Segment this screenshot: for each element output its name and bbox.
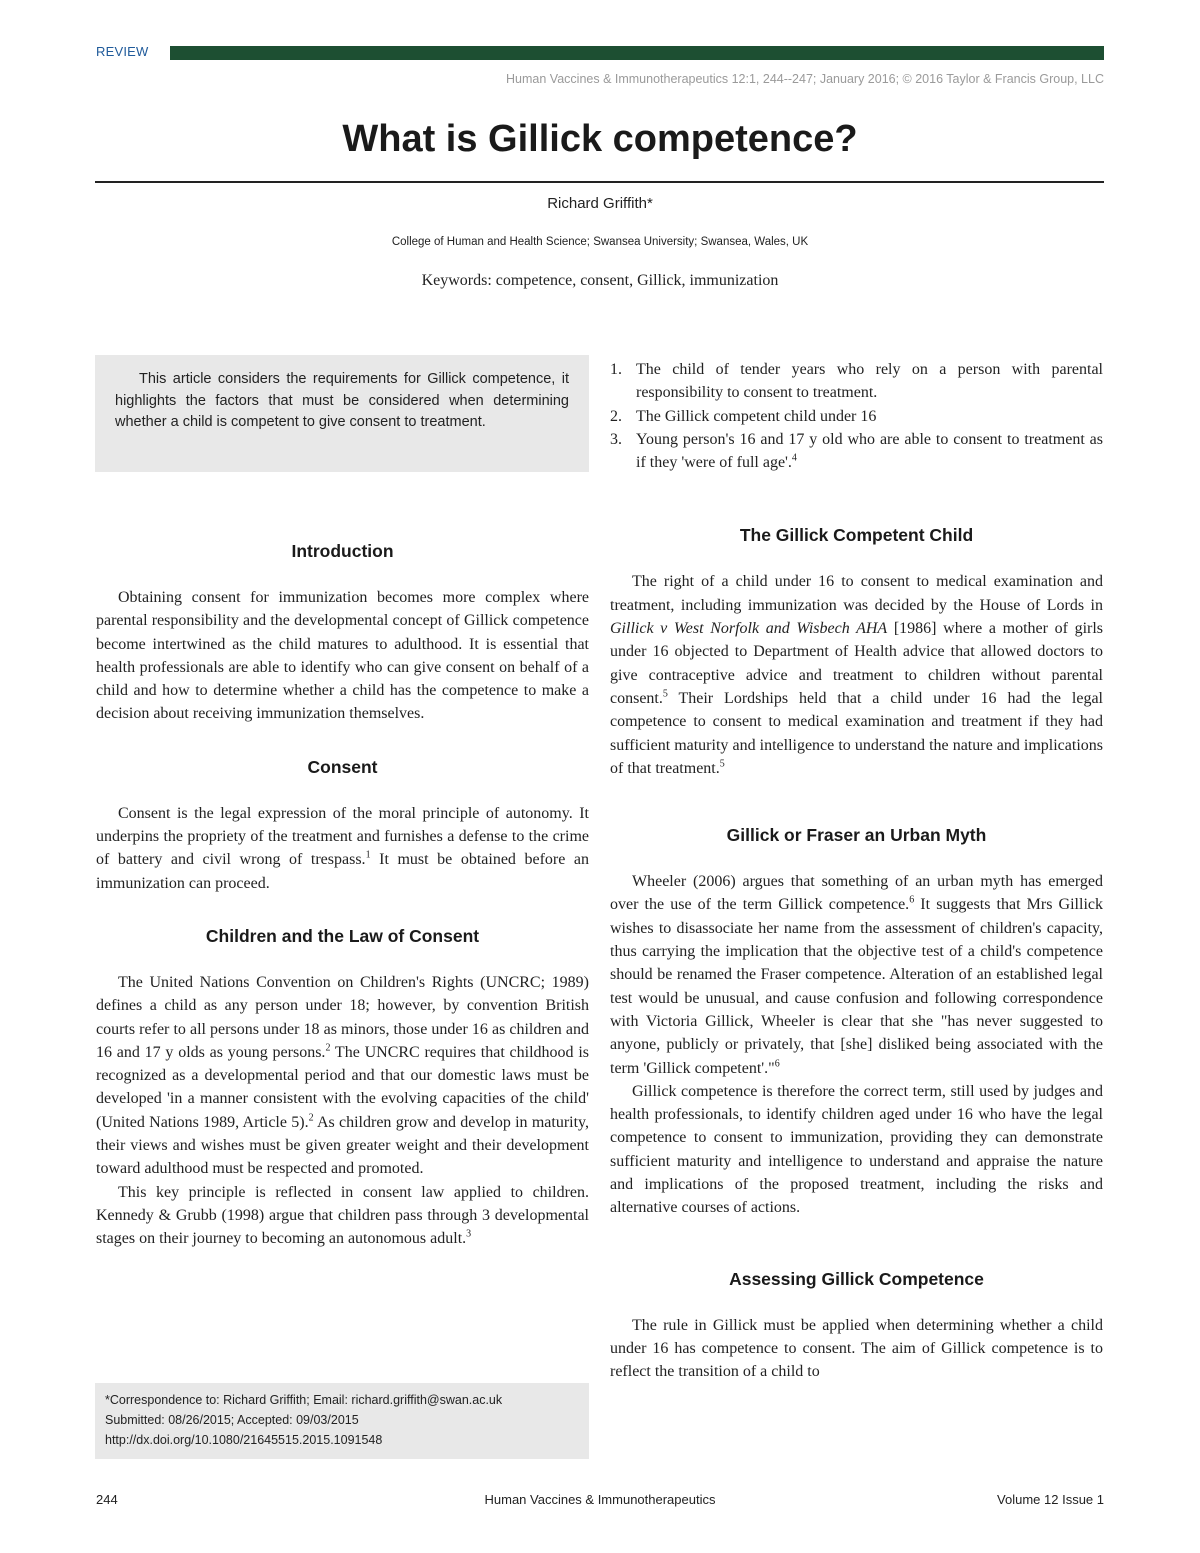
urban-myth-paragraph-1: Wheeler (2006) argues that something of an urban myth has emerged over the use of the term Gillick competence.$^6$ It suggests that Mrs Gillick wishes to disassociate her name from the assessment of children's capacity, thus carrying the implication that the objective test of a child's competence should be renamed the Fraser competence. Alteration of an established legal test would be unusual, and cause confusion and following correspondence with Victoria Gillick, Wheeler is clear that she "has never suggested to anyone, publicly or privately, that [she] disliked being associated with the term 'Gillick competent'."$^6$: [610, 873, 1103, 1077]
abstract-text: This article considers the requirements for Gillick competence, it highlights the factors that must be considered when determining whether a child is competent to give consent to treatment.: [115, 371, 569, 430]
correspondence-email: *Correspondence to: Richard Griffith; Email: richard.griffith@swan.ac.uk: [105, 1393, 503, 1407]
gillick-competent-child-heading: The Gillick Competent Child: [739, 525, 974, 546]
author-affiliation: College of Human and Health Science; Swansea University; Swansea, Wales, UK: [391, 236, 809, 248]
gillick-competent-child-paragraph: The right of a child under 16 to consent to medical examination and treatment, including immunization was decided by the House of Lords in Gillick v West Norfolk and Wisbech AHA [1986] where a mother of girls under 16 objected to Department of Health advice that allowed doctors to give contraceptive advice and treatment to children without parental consent.$^5$ Their Lordships held that a child under 16 had the legal competence to consent to medical examination and treatment if they had sufficient maturity and intelligence to understand the nature and implications of that treatment.$^5$: [610, 573, 1104, 777]
children-paragraph-1: The United Nations Convention on Children's Rights (UNCRC; 1989) defines a child as any person under 18; however, by convention British courts refer to all persons under 18 as minors, those under 16 as children and 16 and 17 y olds as young persons.$^2$ The UNCRC requires that childhood is recognized as a developmental period and that our domestic laws must be developed 'in a manner consistent with the evolving capacities of the child' (United Nations 1989, Article 5).$^2$ As children grow and develop in maturity, their views and wishes must be given greater weight and their development toward adulthood must be respected and promoted.: [96, 973, 590, 1178]
doi-link[interactable]: http://dx.doi.org/10.1080/21645515.2015.1091548: [105, 1433, 383, 1447]
correspondence-box: [95, 1383, 589, 1459]
footer-volume: Volume 12 Issue 1: [997, 1492, 1104, 1507]
page-number: 244: [96, 1492, 118, 1507]
header-bar: [170, 46, 1104, 60]
keywords: Keywords: competence, consent, Gillick, immunization: [421, 272, 779, 289]
footer-journal: Human Vaccines & Immunotherapeutics: [484, 1492, 716, 1507]
reference-marker: 6: [909, 895, 915, 907]
submission-dates: Submitted: 08/26/2015; Accepted: 09/03/2015: [105, 1413, 359, 1427]
introduction-paragraph: Obtaining consent for immunization becomes more complex where parental responsibility and the developmental concept of Gillick competence become intertwined as the child matures to adulthood. It is essential that health professionals are able to identify who can give consent on behalf of a child and how to determine whether a child has the competence to make a decision about receiving immunization themselves.: [96, 589, 589, 723]
consent-heading: Consent: [307, 756, 378, 777]
journal-citation: Human Vaccines & Immunotherapeutics 12:1, 244--247; January 2016; © 2016 Taylor & Francis Group, LLC: [506, 72, 1104, 86]
right-column: [610, 358, 1103, 1384]
introduction-heading: Introduction: [291, 541, 394, 561]
list-item: 2. The Gillick competent child under 16: [610, 407, 877, 425]
urban-myth-heading: Gillick or Fraser an Urban Myth: [726, 825, 987, 846]
urban-myth-paragraph-2: Gillick competence is therefore the correct term, still used by judges and health professionals, to identify children aged under 16 who have the legal competence to consent to immunization, providing they can demonstrate sufficient maturity and intelligence to understand and appraise the nature and implications of the proposed treatment, including the risks and alternative courses of actions.: [610, 1082, 1103, 1217]
list-item: 1. The child of tender years who rely on a person with parental responsibility to consent to treatment.: [610, 361, 1103, 402]
developmental-stages-list: [610, 358, 1103, 474]
left-column: [96, 536, 589, 1251]
assessing-gillick-heading: Assessing Gillick Competence: [729, 1268, 984, 1289]
children-paragraph-2: This key principle is reflected in consent law applied to children. Kennedy & Grubb (1998) argue that children pass through 3 developmental stages on their journey to becoming an autonomous adult.$^3$: [96, 1183, 589, 1248]
title-divider: [95, 181, 1104, 183]
reference-marker: 2: [308, 1112, 314, 1124]
assessing-gillick-paragraph: The rule in Gillick must be applied when determining whether a child under 16 has competence to consent. The aim of Gillick competence is to reflect the transition of a child to: [610, 1316, 1103, 1381]
list-item: 3. Young person's 16 and 17 y old who are able to consent to treatment as if they 'were of full age'.$^4$: [610, 430, 1103, 472]
reference-marker: 4: [791, 452, 797, 464]
reference-marker: 3: [466, 1228, 472, 1240]
reference-marker: 2: [325, 1042, 331, 1054]
section-label: REVIEW: [96, 44, 149, 59]
reference-marker: 5: [719, 758, 725, 770]
abstract-box: [95, 355, 589, 472]
case-citation: Gillick v West Norfolk and Wisbech AHA: [610, 620, 888, 638]
author-name: Richard Griffith*: [547, 195, 653, 212]
article-title: What is Gillick competence?: [342, 118, 858, 160]
reference-marker: 6: [774, 1058, 780, 1070]
reference-marker: 1: [365, 850, 371, 862]
consent-paragraph: Consent is the legal expression of the moral principle of autonomy. It underpins the propriety of the treatment and furnishes a defense to the crime of battery and civil wrong of trespass.$^1$ It must be obtained before an immunization can proceed.: [96, 804, 590, 892]
reference-marker: 5: [662, 688, 668, 700]
children-consent-heading: Children and the Law of Consent: [205, 925, 480, 946]
